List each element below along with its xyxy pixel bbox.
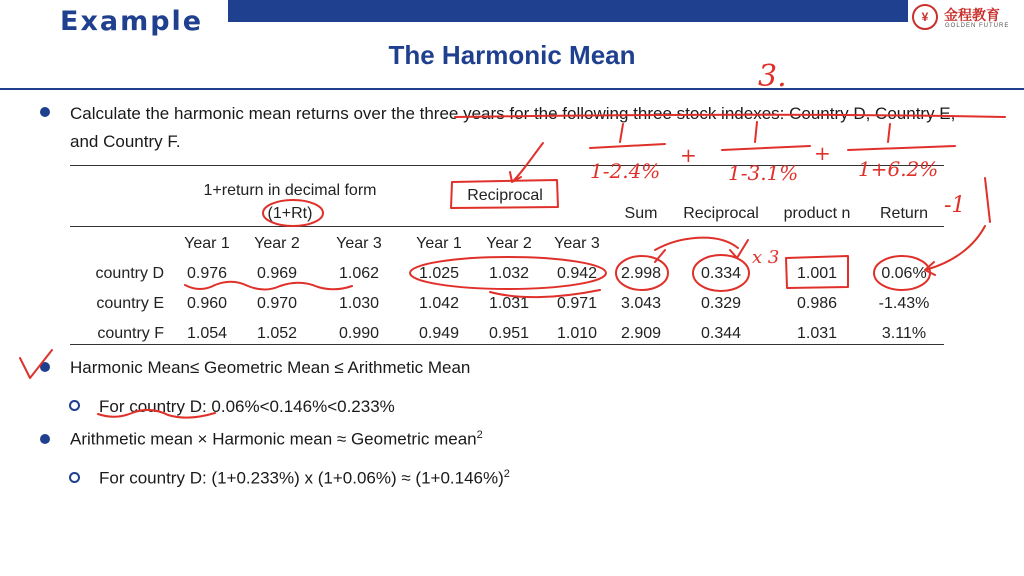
logo-en-text: GOLDEN FUTURE: [945, 23, 1010, 29]
ink-arrow-frac: [655, 250, 665, 262]
col-header-product: product n: [783, 205, 851, 222]
brand-logo: [912, 4, 1022, 34]
table-cell: -1.43%: [878, 295, 930, 312]
year-header: Year 1: [416, 235, 462, 252]
year-header: Year 3: [554, 235, 600, 252]
table-cell: 0.329: [700, 295, 742, 312]
col-header-reciprocal: Reciprocal: [683, 205, 759, 222]
table-bottom-rule: [70, 344, 944, 345]
table-cell: 1.052: [256, 325, 298, 342]
col-header-return: Return: [879, 205, 929, 222]
year-header: Year 2: [486, 235, 532, 252]
bullet-dot-icon: [40, 434, 50, 444]
table-cell: 0.951: [488, 325, 530, 342]
table-cell: 3.11%: [881, 325, 927, 342]
table-cell: 0.960: [186, 295, 228, 312]
ink-denominator-2: 1-3.1%: [728, 161, 799, 185]
bullet-mean-product-text: Arithmetic mean × Harmonic mean ≈ Geometric mean: [70, 429, 477, 449]
table-cell: 1.062: [338, 265, 380, 282]
table-cell: 0.986: [796, 295, 838, 312]
ink-arrow-check: [730, 240, 748, 258]
table-cell: 0.334: [700, 265, 742, 282]
table-cell: 1.054: [186, 325, 228, 342]
group-header-reciprocal: Reciprocal: [467, 187, 543, 204]
table-cell: 1.025: [418, 265, 460, 282]
superscript: 2: [476, 429, 483, 441]
intro-text: Calculate the harmonic mean returns over the three years for the following three stock indexes: Country D, Country E, and Country F.: [70, 104, 956, 151]
table-cell: 1.042: [418, 295, 460, 312]
ink-denominator-1: 1-2.4%: [590, 159, 661, 183]
ink-plus-2: +: [814, 141, 831, 165]
table-cell: 2.909: [620, 325, 662, 342]
table-cell: 2.998: [620, 265, 662, 282]
sub-bullet-country-d-product: [99, 468, 510, 489]
ink-plus-1: +: [680, 143, 697, 167]
table-cell: 0.949: [418, 325, 460, 342]
bullet-ring-icon: [69, 472, 80, 483]
table-cell: 0.971: [556, 295, 598, 312]
row-label: country E: [96, 295, 164, 312]
table-top-rule: [70, 165, 944, 166]
table-cell: 0.976: [186, 265, 228, 282]
bullet-mean-product: [70, 429, 483, 450]
year-header: Year 3: [336, 235, 382, 252]
row-label: country D: [95, 265, 164, 282]
ink-times-3: x 3: [752, 247, 780, 268]
bullet-mean-inequality: Harmonic Mean≤ Geometric Mean ≤ Arithmetic Mean: [70, 358, 471, 377]
table-cell: 0.344: [700, 325, 742, 342]
page-title: The Harmonic Mean: [388, 40, 636, 70]
year-header: Year 1: [184, 235, 230, 252]
table-header-rule: [70, 226, 944, 227]
bullet-ring-icon: [69, 400, 80, 411]
ink-minus-1: -1: [944, 193, 966, 218]
title-divider: [0, 88, 1024, 90]
year-header: Year 2: [254, 235, 300, 252]
ink-vertical-stroke: [985, 178, 990, 222]
table-cell: 1.031: [488, 295, 530, 312]
table-cell: 0.06%: [881, 265, 927, 282]
ink-number-3: 3.: [758, 59, 787, 94]
group-header-1b: (1+Rt): [267, 205, 313, 222]
ink-arrow-sum: [655, 238, 738, 250]
table-cell: 1.030: [338, 295, 380, 312]
logo-cn-text: 金程教育: [944, 7, 1000, 23]
sub-bullet-country-d-product-text: For country D: (1+0.233%) x (1+0.06%) ≈ (1+0.146%): [99, 468, 504, 488]
table-cell: 1.032: [488, 265, 530, 282]
top-banner-stripe: [228, 0, 908, 22]
row-label: country F: [97, 325, 164, 342]
table-cell: 1.031: [796, 325, 838, 342]
table-cell: 0.969: [256, 265, 298, 282]
bullet-dot-icon: [40, 362, 50, 372]
golden-future-logo-icon: ¥: [912, 4, 938, 30]
superscript: 2: [503, 468, 510, 480]
table-cell: 1.001: [796, 265, 838, 282]
table-cell: 0.990: [338, 325, 380, 342]
table-cell: 0.970: [256, 295, 298, 312]
col-header-sum: Sum: [624, 205, 658, 222]
bullet-dot-icon: [40, 107, 50, 117]
ink-denominator-3: 1+6.2%: [858, 157, 939, 181]
table-cell: 1.010: [556, 325, 598, 342]
table-cell: 3.043: [620, 295, 662, 312]
table-cell: 0.942: [556, 265, 598, 282]
example-label: Example: [60, 6, 204, 37]
group-header-1: 1+return in decimal form: [203, 182, 377, 199]
sub-bullet-country-d-inequality: For country D: 0.06%<0.146%<0.233%: [99, 397, 395, 416]
